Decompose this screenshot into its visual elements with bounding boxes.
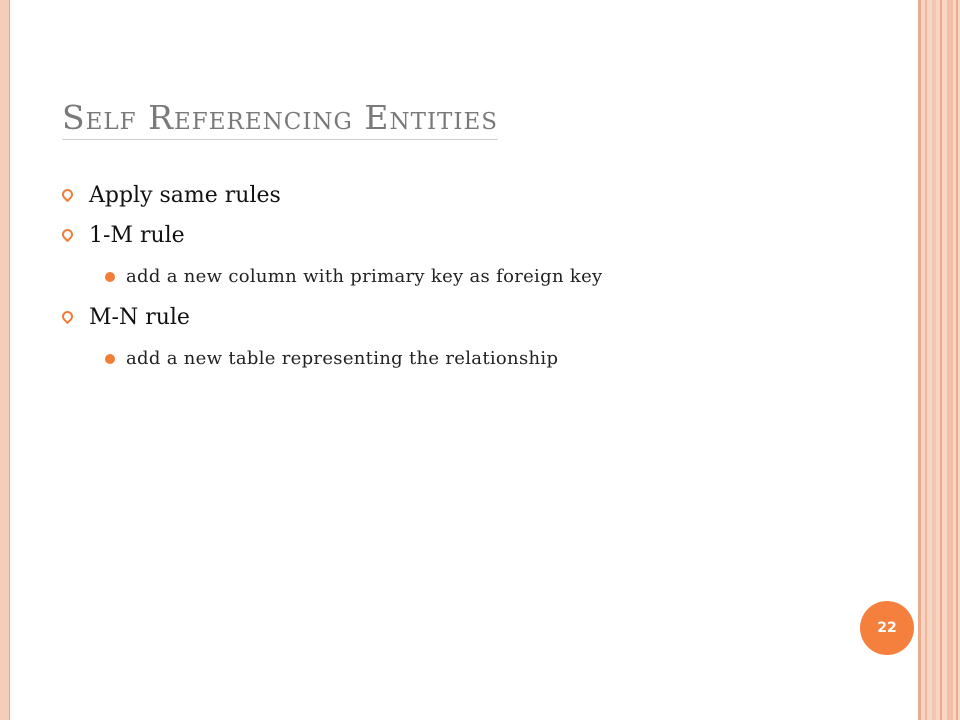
page-number: 22 [877, 620, 897, 636]
bullet-item [60, 176, 900, 216]
sub-bullet-dot-icon [105, 272, 115, 282]
bullet-text: M-N rule [89, 305, 190, 330]
sub-bullet-text: add a new table representing the relationship [126, 348, 559, 369]
decor-stripe [940, 0, 942, 720]
left-border-decoration [0, 0, 10, 720]
bullet-list [60, 176, 900, 380]
right-border-decoration [918, 0, 960, 720]
sub-bullet-dot-icon [105, 354, 115, 364]
sub-bullet-text: add a new column with primary key as foreign key [126, 266, 603, 287]
bullet-marker-icon [60, 309, 76, 325]
bullet-text: Apply same rules [89, 183, 281, 208]
decor-stripe [925, 0, 927, 720]
bullet-item [60, 298, 900, 338]
bullet-marker-icon [60, 187, 76, 203]
sub-bullet-item [60, 256, 900, 298]
bullet-item [60, 216, 900, 256]
sub-bullet-item [60, 338, 900, 380]
decor-stripe [918, 0, 921, 720]
bullet-marker-icon [60, 227, 76, 243]
slide-title: Self Referencing Entities [62, 98, 498, 140]
bullet-text: 1-M rule [89, 223, 185, 248]
decor-stripe [956, 0, 958, 720]
decor-stripe [932, 0, 936, 720]
decor-stripe [947, 0, 953, 720]
page-number-badge [860, 601, 914, 655]
